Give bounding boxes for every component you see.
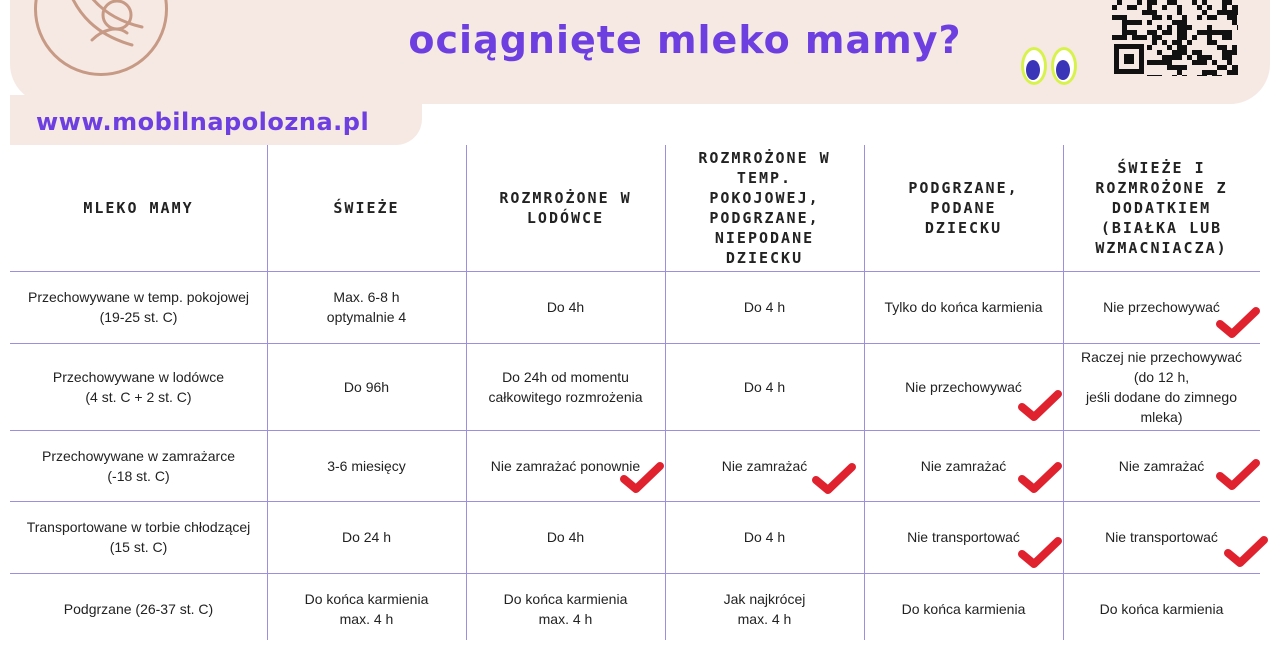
column-header: ŚWIEŻE [333, 199, 400, 217]
checkmark-icon [1224, 535, 1268, 569]
mother-baby-logo-icon [34, 0, 168, 76]
table-cell: Do 4 h [743, 378, 786, 395]
row-label: Przechowywane w zamrażarce (-18 st. C) [42, 447, 235, 484]
table-cell: Nie przechowywać [1103, 299, 1220, 315]
googly-eyes-icon [1019, 44, 1079, 88]
table-cell: Nie zamrażać [1118, 457, 1205, 474]
page-title: ociągnięte mleko mamy? [408, 18, 962, 62]
qr-code-icon[interactable] [1112, 0, 1238, 76]
table-cell: Do 4 h [743, 529, 786, 545]
column-header: PODGRZANE, PODANE DZIECKU [908, 179, 1019, 237]
table-cell: Do końca karmienia [1099, 601, 1224, 617]
checkmark-icon [1018, 389, 1062, 423]
table-cell: Do 4 h [743, 299, 786, 315]
website-url[interactable]: www.mobilnapolozna.pl [36, 108, 370, 136]
checkmark-icon [1216, 306, 1260, 340]
table-cell: Do 4h [546, 529, 585, 545]
table-cell: Do 96h [343, 378, 390, 395]
checkmark-icon [1018, 461, 1062, 495]
table-cell: Nie transportować [907, 529, 1020, 545]
table-cell: Do 24h od momentu całkowitego rozmrożenia [488, 368, 643, 405]
table-cell: Max. 6-8 h optymalnie 4 [326, 289, 407, 325]
table-cell: Do 24 h [341, 529, 392, 545]
row-label: Przechowywane w temp. pokojowej (19-25 st. C) [28, 289, 249, 325]
column-header: ŚWIEŻE I ROZMROŻONE Z DODATKIEM (BIAŁKA LUB WZMACNIACZA) [1095, 159, 1228, 257]
table-cell: Nie transportować [1105, 529, 1218, 545]
table-cell: Nie zamrażać [920, 457, 1007, 474]
column-header: MLEKO MAMY [83, 199, 194, 217]
checkmark-icon [620, 461, 664, 495]
table-cell: Nie zamrażać [721, 457, 808, 474]
checkmark-icon [1216, 458, 1260, 492]
table-cell: Raczej nie przechowywać (do 12 h, jeśli dodane do zimnego mleka) [1080, 348, 1243, 425]
table-cell: Do końca karmienia max. 4 h [304, 591, 429, 627]
table-cell: Do końca karmienia [901, 601, 1026, 617]
table-cell: Jak najkrócej max. 4 h [723, 591, 806, 627]
checkmark-icon [1018, 536, 1062, 570]
row-label: Przechowywane w lodówce (4 st. C + 2 st. C) [52, 368, 225, 405]
table-cell: Nie zamrażać ponownie [490, 457, 641, 474]
row-label: Transportowane w torbie chłodzącej (15 st. C) [26, 519, 251, 555]
table-cell: Tylko do końca karmienia [884, 299, 1043, 315]
table-cell: 3-6 miesięcy [327, 457, 406, 474]
checkmark-icon [812, 462, 856, 496]
table-cell: Do 4h [546, 299, 585, 315]
column-header: ROZMROŻONE W LODÓWCE [499, 189, 632, 227]
table-cell: Do końca karmienia max. 4 h [503, 591, 628, 627]
table-cell: Nie przechowywać [905, 378, 1022, 395]
column-header: ROZMROŻONE W TEMP. POKOJOWEJ, PODGRZANE, NIEPODANE DZIECKU [698, 149, 831, 267]
row-label: Podgrzane (26-37 st. C) [63, 601, 214, 617]
